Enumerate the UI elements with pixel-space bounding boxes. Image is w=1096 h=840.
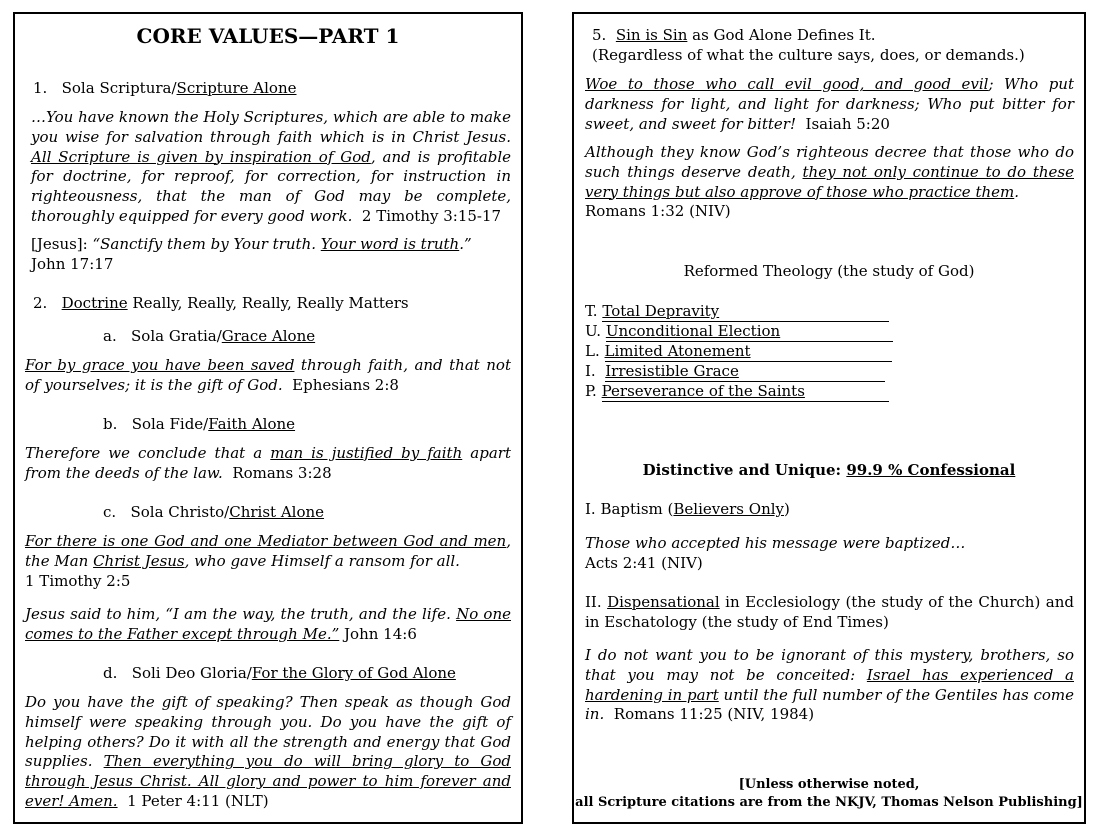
distinctive-value: 99.9 % Confessional bbox=[846, 461, 1016, 479]
quote-text: . bbox=[1014, 182, 1020, 201]
footnote bbox=[574, 776, 1084, 812]
footnote-line: [Unless otherwise noted, bbox=[738, 777, 920, 792]
scripture-reference: 1 Peter 4:11 (NLT) bbox=[127, 791, 269, 810]
quote-text: , and is profitable for doctrine, for reproof, for correction, for instruction in righteousness, that the man of God may be complete, thoroughly equipped for every good work. bbox=[31, 147, 512, 225]
scripture-quote-1-peter bbox=[25, 693, 511, 812]
subsection-name-underlined: For the Glory of God Alone bbox=[251, 664, 456, 682]
tulip-blank bbox=[605, 342, 892, 362]
quote-text: until the full number of the Gentiles has come in. bbox=[585, 685, 1074, 724]
scripture-reference: Acts 2:41 (NIV) bbox=[585, 553, 703, 572]
scripture-reference: Romans 11:25 (NIV, 1984) bbox=[613, 705, 815, 724]
quote-text: ; Who put darkness for light, and light for darkness; Who put bitter for sweet, and sweet for bitter! bbox=[585, 75, 1074, 133]
subsection-name: Sola Christo/ bbox=[130, 503, 230, 521]
tulip-text: Unconditional Election bbox=[605, 322, 781, 340]
tulip-letter: T. bbox=[585, 302, 598, 320]
scripture-quote-ephesians bbox=[25, 356, 511, 396]
subsection-b-heading bbox=[103, 415, 295, 435]
disp-number: II. bbox=[585, 593, 608, 611]
subsection-name: Sola Fide/ bbox=[131, 415, 209, 433]
page-title: CORE VALUES—PART 1 bbox=[136, 24, 400, 48]
distinctive-heading bbox=[574, 461, 1084, 481]
tulip-item bbox=[585, 302, 893, 322]
tulip-text: Irresistible Grace bbox=[605, 362, 739, 380]
subsection-name-underlined: Faith Alone bbox=[208, 415, 296, 433]
quote-text: through faith, and that not of yourselves; it is the gift of God. bbox=[25, 356, 511, 394]
scripture-reference: Ephesians 2:8 bbox=[292, 375, 399, 394]
tulip-blank bbox=[606, 322, 893, 342]
tulip-list bbox=[585, 302, 893, 402]
quote-underlined: No one comes to the Father except through Me.” bbox=[25, 605, 511, 643]
section-1-heading bbox=[33, 79, 297, 99]
quote-text: Jesus said to him, “I am the way, the truth, and the life. bbox=[25, 605, 457, 623]
quote-text: Therefore we conclude that a bbox=[25, 444, 271, 462]
quote-underlined: Your word is truth bbox=[320, 235, 460, 253]
quote-underlined: Then everything you do will bring glory to God through Jesus Christ. All glory and power to him forever and ever! Amen. bbox=[25, 752, 511, 810]
section-name-underlined: Sin is Sin bbox=[615, 26, 688, 44]
scripture-reference: 2 Timothy 3:15-17 bbox=[361, 206, 502, 225]
subsection-letter: a. bbox=[103, 327, 117, 345]
scripture-reference: John 17:17 bbox=[31, 254, 114, 273]
quote-text: …You have known the Holy Scriptures, which are able to make you wise for salvation through faith which is in Christ Jesus. bbox=[31, 108, 511, 146]
subsection-name-underlined: Christ Alone bbox=[229, 503, 325, 521]
quote-text: Although they know God’s righteous decree that those who do such things deserve death, bbox=[585, 143, 1074, 181]
quote-text: Do you have the gift of speaking? Then speak as though God himself were speaking through you. Do you have the gift of helping others? Do it with all the strength and energy that God supplies. bbox=[25, 693, 511, 771]
distinctive-label: Distinctive and Unique: bbox=[642, 461, 847, 479]
baptism-underlined: Believers Only bbox=[673, 500, 784, 518]
scripture-reference: Romans 3:28 bbox=[232, 463, 332, 482]
section-name-underlined: Doctrine bbox=[61, 294, 128, 312]
scripture-quote-romans-1 bbox=[585, 143, 1074, 222]
section-name: Sola Scriptura/ bbox=[61, 79, 177, 97]
scripture-quote-john-14 bbox=[25, 605, 511, 645]
tulip-item bbox=[585, 322, 893, 342]
disp-text: in Ecclesiology (the study of the Church) and in Eschatology (the study of End Times) bbox=[585, 593, 1074, 631]
subsection-letter: c. bbox=[103, 503, 117, 521]
section-number: 5. bbox=[592, 26, 607, 44]
quote-text: , who gave Himself a ransom for all. bbox=[184, 551, 460, 570]
subsection-name-underlined: Grace Alone bbox=[221, 327, 316, 345]
quote-text: , the Man bbox=[25, 532, 511, 570]
tulip-item bbox=[585, 382, 893, 402]
scripture-quote-1-timothy bbox=[25, 532, 511, 591]
section-number: 2. bbox=[33, 294, 48, 312]
footnote-line: all Scripture citations are from the NKJV, Thomas Nelson Publishing] bbox=[575, 795, 1083, 810]
quote-underlined: Israel has experienced a hardening in part bbox=[585, 665, 1074, 704]
baptism-close: ) bbox=[784, 500, 790, 518]
scripture-quote-timothy bbox=[31, 108, 511, 227]
quote-underlined: man is justified by faith bbox=[270, 444, 463, 462]
scripture-reference: 1 Timothy 2:5 bbox=[25, 571, 131, 590]
right-panel bbox=[572, 12, 1086, 824]
scripture-quote-john-17 bbox=[31, 235, 511, 275]
tulip-text: Perseverance of the Saints bbox=[601, 382, 805, 400]
quote-underlined: Christ Jesus bbox=[93, 551, 185, 570]
tulip-item bbox=[585, 362, 893, 382]
dispensational-heading bbox=[585, 593, 1074, 633]
subsection-name: Sola Gratia/ bbox=[131, 327, 222, 345]
scripture-quote-acts bbox=[585, 534, 965, 574]
quote-text: .” bbox=[459, 235, 472, 253]
subsection-d-heading bbox=[103, 664, 456, 684]
scripture-reference: Romans 1:32 (NIV) bbox=[585, 202, 731, 221]
quote-underlined: For by grace you have been saved bbox=[25, 356, 295, 374]
tulip-letter: P. bbox=[585, 382, 597, 400]
tulip-text: Limited Atonement bbox=[604, 342, 751, 360]
scripture-quote-romans-3 bbox=[25, 444, 511, 484]
section-subtitle: (Regardless of what the culture says, does, or demands.) bbox=[592, 45, 1025, 64]
speaker: [Jesus]: bbox=[31, 235, 93, 253]
quote-text: apart from the deeds of the law. bbox=[25, 444, 511, 482]
left-panel bbox=[13, 12, 523, 824]
tulip-blank bbox=[602, 382, 889, 402]
subsection-a-heading bbox=[103, 327, 315, 347]
section-name: as God Alone Defines It. bbox=[687, 26, 876, 44]
scripture-quote-romans-11 bbox=[585, 646, 1074, 725]
baptism-label: I. Baptism ( bbox=[585, 500, 674, 518]
tulip-blank bbox=[605, 362, 885, 382]
section-2-heading bbox=[33, 294, 409, 314]
disp-underlined: Dispensational bbox=[607, 593, 720, 611]
section-name: Really, Really, Really, Really Matters bbox=[127, 294, 409, 312]
baptism-heading bbox=[585, 500, 790, 520]
scripture-reference: John 14:6 bbox=[344, 624, 417, 643]
quote-text: Those who accepted his message were baptized… bbox=[585, 534, 966, 552]
section-number: 1. bbox=[33, 79, 48, 97]
tulip-letter: I. bbox=[585, 362, 596, 380]
subsection-c-heading bbox=[103, 503, 324, 523]
tulip-text: Total Depravity bbox=[602, 302, 720, 320]
subsection-name: Soli Deo Gloria/ bbox=[131, 664, 252, 682]
subsection-letter: d. bbox=[103, 664, 118, 682]
reformed-theology-heading: Reformed Theology (the study of God) bbox=[683, 262, 975, 280]
quote-text: I do not want you to be ignorant of this mystery, brothers, so that you may not be conceited: bbox=[585, 646, 1074, 684]
tulip-item bbox=[585, 342, 893, 362]
quote-underlined: For there is one God and one Mediator between God and men bbox=[25, 532, 507, 550]
quote-underlined: All Scripture is given by inspiration of God bbox=[31, 147, 371, 166]
section-5-heading bbox=[592, 26, 1025, 66]
scripture-reference: Isaiah 5:20 bbox=[805, 114, 890, 133]
subsection-letter: b. bbox=[103, 415, 118, 433]
tulip-letter: U. bbox=[585, 322, 602, 340]
tulip-letter: L. bbox=[585, 342, 600, 360]
quote-underlined: Woe to those who call evil good, and good evil bbox=[585, 75, 989, 93]
scripture-quote-isaiah bbox=[585, 75, 1074, 134]
section-name-underlined: Scripture Alone bbox=[176, 79, 297, 97]
quote-underlined: they not only continue to do these very things but also approve of those who practice them bbox=[585, 162, 1074, 201]
tulip-blank bbox=[602, 302, 889, 322]
quote-text: “Sanctify them by Your truth. bbox=[92, 235, 321, 253]
